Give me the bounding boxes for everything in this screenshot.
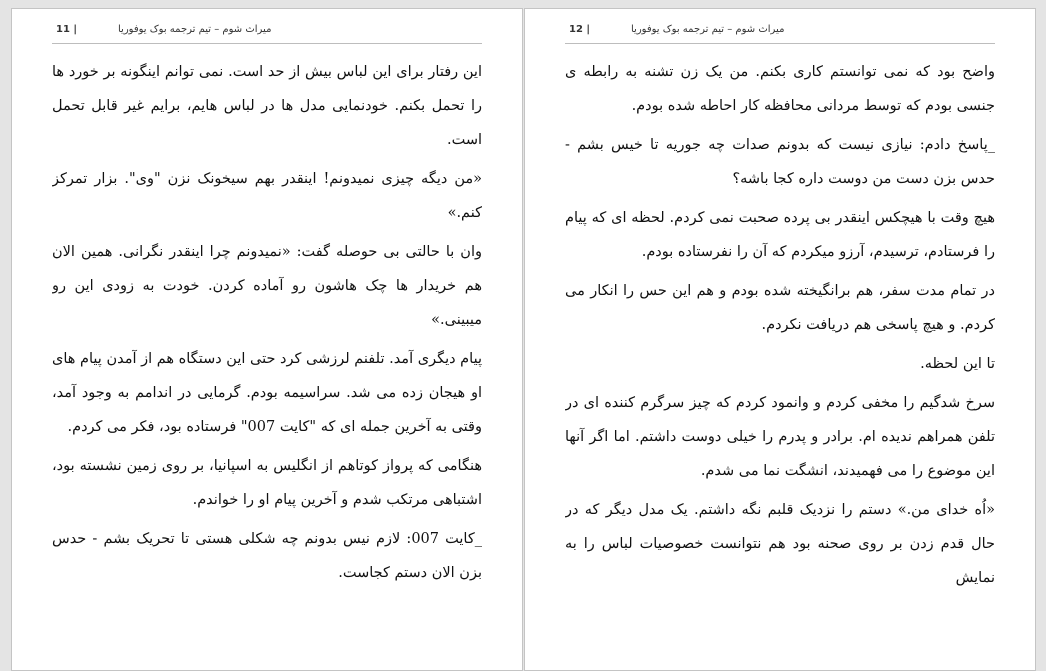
paragraph: هنگامی که پرواز کوتاهم از انگلیس به اسپانیا، بر روی زمین نشسته بود، اشتباهی مرتکب شدم و آخرین پیام او را خواندم. — [52, 458, 482, 508]
paragraph: پیام دیگری آمد. تلفنم لرزشی کرد حتی این دستگاه هم از آمدن پیام های او هیجان زده می شد. سراسیمه بودم. گرمایی در اندامم به وجود آمد، وقتی به آخرین جمله ای که "کایت 007" فرستاده بود، فکر می کردم. — [52, 351, 482, 435]
paragraph: سرخ شدگیم را مخفی کردم و وانمود کردم که چیز سرگرم کننده ای در تلفن همراهم ندیده ام. برادر و پدرم را خیلی دوست داشتم. اما اگر آنها این موضوع را می فهمیدند، انشگت نما می شدم. — [565, 395, 995, 479]
header-title: میراث شوم – تیم ترجمه بوک یوفوریا — [118, 24, 272, 35]
paragraph: _کایت 007: لازم نیس بدونم چه شکلی هستی تا تحریک بشم - حدس بزن الان دستم کجاست. — [52, 531, 482, 581]
paragraph: هیچ وقت با هیچکس اینقدر بی پرده صحبت نمی کردم. لحظه ای که پیام را فرستادم، ترسیدم، آرزو میکردم که آن را نفرستاده بودم. — [565, 210, 995, 260]
paragraph: وان با حالتی بی حوصله گفت: «نمیدونم چرا اینقدر نگرانی. همین الان هم خریدار ها چک هاشون رو آماده کردن. خودت به زودی این رو میبینی.» — [52, 244, 482, 328]
page-header — [565, 19, 995, 44]
page-number: | 12 — [569, 24, 591, 35]
header-title: میراث شوم – تیم ترجمه بوک یوفوریا — [631, 24, 785, 35]
paragraph: تا این لحظه. — [920, 356, 995, 372]
page-body — [565, 55, 995, 660]
page-number: | 11 — [56, 24, 78, 35]
paragraph: «من دیگه چیزی نمیدونم! اینقدر بهم سیخونک نزن "وی". بزار تمرکز کنم.» — [52, 171, 482, 221]
paragraph: _پاسخ دادم: نیازی نیست که بدونم صدات چه جوریه تا خیس بشم - حدس بزن دست من دوست داره کجا باشه؟ — [565, 137, 995, 187]
paragraph: این رفتار برای این لباس بیش از حد است. نمی توانم اینگونه بر خورد ها را تحمل بکنم. خودنمایی مدل ها در لباس هایم، برایم غیر قابل تحمل است. — [52, 64, 482, 148]
paragraph: در تمام مدت سفر، هم برانگیخته شده بودم و هم این حس را انکار می کردم. و هیچ پاسخی هم دریافت نکردم. — [565, 283, 995, 333]
page-body — [52, 55, 482, 660]
paragraph: «اُه خدای من.» دستم را نزدیک قلبم نگه داشتم. یک مدل دیگر که در حال قدم زدن بر روی صحنه بود هم نتوانست خصوصیات لباس را به نمایش — [565, 502, 995, 586]
page-12 — [524, 8, 1036, 671]
paragraph: واضح بود که نمی توانستم کاری بکنم. من یک زن تشنه به رابطه ی جنسی بودم که توسط مردانی محافظه کار احاطه شده بودم. — [565, 64, 995, 114]
page-header — [52, 19, 482, 44]
page-11 — [11, 8, 523, 671]
